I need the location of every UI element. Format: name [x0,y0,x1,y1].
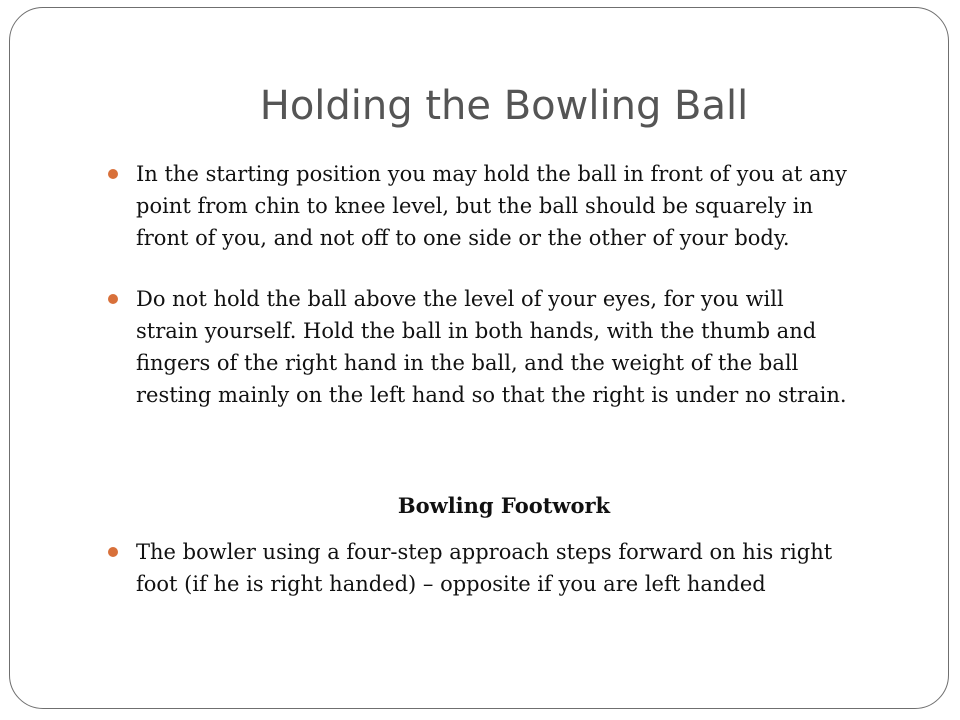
bullet-line: In the starting position you may hold the ball in front of you at any [136,162,847,186]
bullet-line: Do not hold the ball above the level of your eyes, for you will [136,287,784,311]
bullet-marker [108,294,118,304]
bullet-line: The bowler using a four-step approach steps forward on his right [136,540,833,564]
bullet-line: point from chin to knee level, but the ball should be squarely in [136,194,814,218]
bullet-marker [108,547,118,557]
bullet-line: foot (if he is right handed) – opposite if you are left handed [136,572,766,596]
bullet-line: strain yourself. Hold the ball in both hands, with the thumb and [136,319,817,343]
bullet-marker [108,169,118,179]
bullet-line: front of you, and not off to one side or the other of your body. [136,226,790,250]
slide-title: Holding the Bowling Ball [259,83,749,129]
bullet-paragraph-footwork [136,536,936,600]
bullet-line: resting mainly on the left hand so that the right is under no strain. [136,383,847,407]
subheading-bowling-footwork: Bowling Footwork [397,493,611,518]
bullet-line: fingers of the right hand in the ball, and the weight of the ball [136,351,799,375]
bullet-paragraph-starting-position [136,158,936,254]
bullet-paragraph-hold-ball [136,283,936,411]
